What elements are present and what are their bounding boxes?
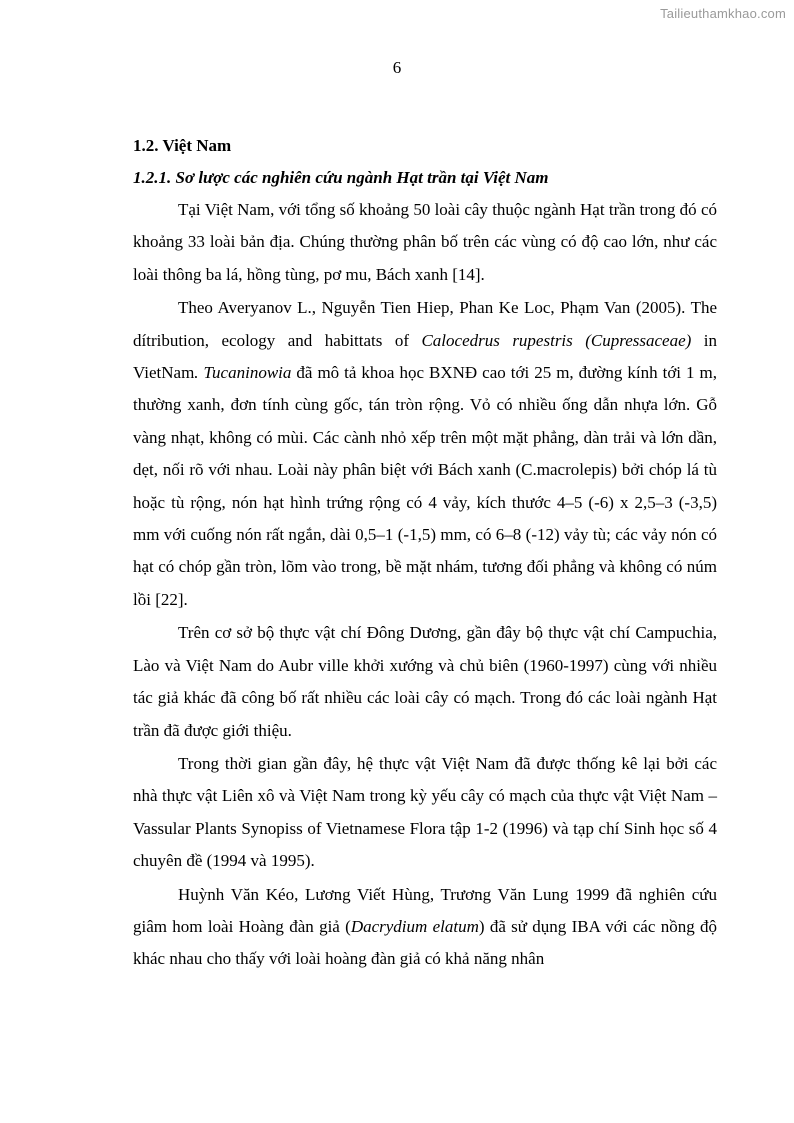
body-paragraph — [133, 879, 717, 976]
paragraph-text: Trên cơ sở bộ thực vật chí Đông Dương, gần đây bộ thực vật chí Campuchia, Lào và Việt Nam do Aubr ville khởi xướng và chủ biên (1960-1997) cùng với nhiều tác giả khác đã công bố rất nhiều các loài cây có mạch. Trong đó các loài ngành Hạt trần đã được giới thiệu. — [133, 623, 717, 740]
body-paragraph — [133, 292, 717, 616]
section-heading: 1.2. Việt Nam — [133, 136, 232, 155]
paragraph-text: Theo Averyanov L., Nguyễn Tien Hiep, Phan Ke Loc, Phạm Van (2005). The dítribution, ecology and habittats of — [133, 298, 717, 350]
watermark: Tailieuthamkhao.com — [660, 6, 786, 21]
subsection-heading: 1.2.1. Sơ lược các nghiên cứu ngành Hạt trần tại Việt Nam — [133, 168, 549, 187]
paragraph-text: đã mô tả khoa học BXNĐ cao tới 25 m, đường kính tới 1 m, thường xanh, đơn tính cùng gốc, tán tròn rộng. Vỏ có nhiều ống dẫn nhựa lớn. Gỗ vàng nhạt, không có mùi. Các cành nhỏ xếp trên một mặt phẳng, dàn trải và lớn dần, dẹt, nối rõ với nhau. Loài này phân biệt với Bách xanh (C.macrolepis) bởi chóp lá tù hoặc tù rộng, nón hạt hình trứng rộng có 4 vảy, kích thước 4–5 (-6) x 2,5–3 (-3,5) mm với cuống nón rất ngắn, dài 0,5–1 (-1,5) mm, có 6–8 (-12) vảy tù; các vảy nón có hạt có chóp gần tròn, lõm vào trong, bề mặt nhám, tương đối phẳng và không có núm lồi [22]. — [133, 363, 717, 609]
italic-text: Dacrydium elatum — [350, 916, 479, 936]
italic-text: Calocedrus rupestris (Cupressaceae) — [421, 330, 692, 350]
paragraph-list — [133, 194, 717, 976]
body-paragraph — [133, 617, 717, 747]
italic-text: . Tucaninowia — [194, 363, 292, 383]
paragraph-text: Trong thời gian gần đây, hệ thực vật Việt Nam đã được thống kê lại bởi các nhà thực vật Liên xô và Việt Nam trong kỳ yếu cây có mạch của thực vật Việt Nam – Vassular Plants Synopiss of Vietnamese Flora tập 1-2 (1996) và tạp chí Sinh học số 4 chuyên đề (1994 và 1995). — [133, 753, 717, 871]
page-number: 6 — [392, 58, 402, 77]
paragraph-text: Huỳnh Văn Kéo, Lương Viết Hùng, Trương Văn Lung 1999 đã nghiên cứu giâm hom loài Hoàng đàn giả ( — [133, 884, 717, 936]
body-paragraph — [133, 748, 717, 878]
paragraph-text: Tại Việt Nam, với tổng số khoảng 50 loài cây thuộc ngành Hạt trần trong đó có khoảng 33 loài bản địa. Chúng thường phân bố trên các vùng có độ cao lớn, như các loài thông ba lá, hồng tùng, pơ mu, Bách xanh [14]. — [133, 200, 717, 284]
document-body — [133, 130, 717, 976]
paragraph-text: in VietNam — [133, 330, 717, 383]
body-paragraph — [133, 194, 717, 291]
paragraph-text: ) đã sử dụng IBA với các nồng độ khác nhau cho thấy với loài hoàng đàn giả có khả năng nhân — [133, 916, 717, 969]
